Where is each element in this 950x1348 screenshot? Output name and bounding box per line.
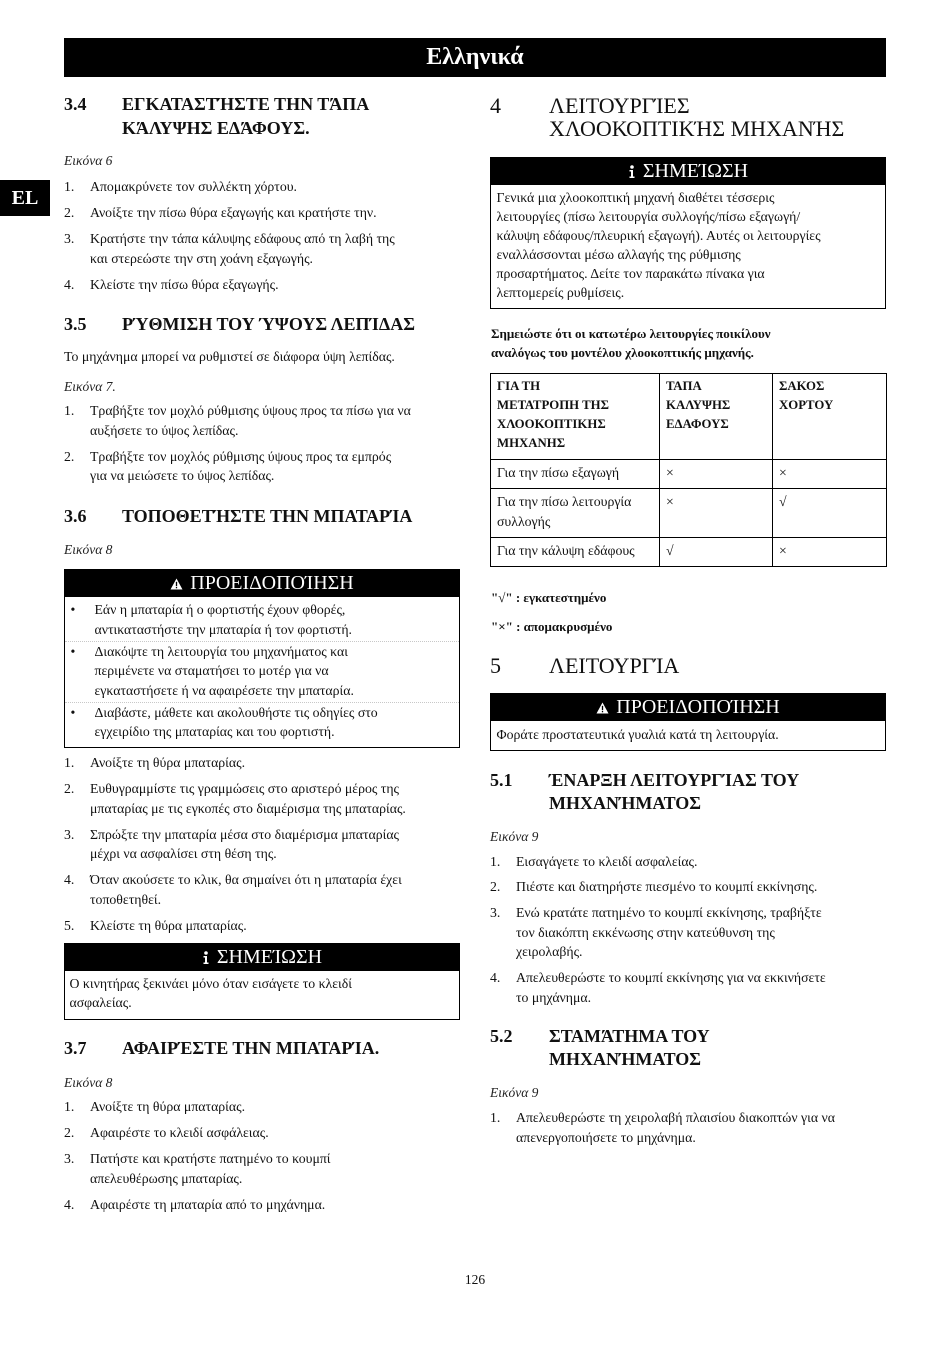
step-item	[64, 916, 460, 936]
language-header-bar	[64, 38, 886, 77]
section-heading: ΣΤΑΜΆΤΗΜΑ ΤΟΥ ΜΗΧΑΝΉΜΑΤΟΣ	[549, 1025, 710, 1069]
note-label: ΣΗΜΕΊΩΣΗ	[216, 946, 323, 968]
table-cell: ×	[660, 460, 773, 489]
warning-box	[64, 569, 460, 748]
step-number: 1.	[490, 1110, 501, 1126]
step-number: 2.	[64, 781, 75, 797]
step-number: 1.	[64, 179, 75, 195]
figure-reference: Εικόνα 9	[490, 828, 539, 844]
step-number: 4.	[64, 1196, 75, 1212]
step-text: Ενώ κρατάτε πατημένο το κουμπί εκκίνησης, τραβήξτε τον διακόπτη εκκένωσης στην κατεύθυνση της χειρολαβής.	[516, 905, 822, 960]
note-header	[491, 158, 885, 185]
page-number: 126	[464, 1272, 486, 1287]
step-number: 4.	[64, 872, 75, 888]
step-item	[64, 229, 460, 268]
step-item	[490, 968, 886, 1007]
step-number: 1.	[64, 755, 75, 771]
figure-reference: Εικόνα 8	[64, 541, 113, 557]
warning-triangle-icon	[170, 578, 183, 590]
step-item	[490, 877, 886, 897]
table-cell: Για την πίσω λειτουργία συλλογής	[491, 489, 660, 538]
warning-bullet: • Διακόψτε τη λειτουργία του μηχανήματος και περιμένετε να σταματήσει το μοτέρ για να εγκαταστήσετε ή να αφαιρέσετε την μπαταρία.	[65, 642, 459, 703]
note-label: ΣΗΜΕΊΩΣΗ	[642, 160, 749, 182]
step-list	[64, 401, 460, 492]
step-text: Όταν ακούσετε το κλικ, θα σημαίνει ότι η μπαταρία έχει τοποθετηθεί.	[90, 872, 402, 907]
step-text: Πατήστε και κρατήστε πατημένο το κουμπί απελευθέρωσης μπαταρίας.	[90, 1151, 331, 1186]
step-number: 2.	[64, 205, 75, 221]
section-heading: ΤΟΠΟΘΕΤΉΣΤΕ ΤΗΝ ΜΠΑΤΑΡΊΑ	[122, 505, 413, 526]
step-text: Πιέστε και διατηρήστε πιεσμένο το κουμπί εκκίνησης.	[516, 879, 818, 895]
step-list	[490, 1108, 886, 1154]
section-heading: ΈΝΑΡΞΗ ΛΕΙΤΟΥΡΓΊΑΣ ΤΟΥ ΜΗΧΑΝΉΜΑΤΟΣ	[549, 769, 800, 813]
section-number: 5.2	[490, 1025, 513, 1046]
mode-conversion-table	[490, 373, 887, 567]
section-heading: ΑΦΑΙΡΈΣΤΕ ΤΗΝ ΜΠΑΤΑΡΊΑ.	[122, 1037, 380, 1058]
step-item	[64, 1195, 460, 1215]
step-item	[64, 1097, 460, 1117]
info-icon	[628, 165, 636, 179]
table-row	[491, 489, 887, 538]
step-item	[64, 753, 460, 773]
step-item	[64, 177, 460, 197]
warning-label: ΠΡΟΕΙΔΟΠΟΊΗΣΗ	[616, 696, 780, 718]
side-tab-label: EL	[11, 187, 39, 209]
warning-triangle-icon	[596, 702, 609, 714]
step-text: Κλείστε την πίσω θύρα εξαγωγής.	[90, 276, 279, 292]
step-number: 4.	[490, 970, 501, 986]
table-row	[491, 538, 887, 567]
warning-bullet: • Διαβάστε, μάθετε και ακολουθήστε τις οδηγίες στο εγχειρίδιο της μπαταρίας και του φορτιστή.	[65, 703, 459, 744]
table-cell: Για την πίσω εξαγωγή	[491, 460, 660, 489]
step-list	[64, 753, 460, 942]
warning-label: ΠΡΟΕΙΔΟΠΟΊΗΣΗ	[190, 572, 354, 594]
step-item	[64, 870, 460, 909]
chapter-heading: ΛΕΙΤΟΥΡΓΊΕΣ ΧΛΟΟΚΟΠΤΙΚΉΣ ΜΗΧΑΝΉΣ	[549, 92, 845, 141]
step-list	[490, 852, 886, 1014]
step-number: 3.	[64, 1151, 75, 1167]
step-item	[64, 779, 460, 818]
step-text: Εισαγάγετε το κλειδί ασφαλείας.	[516, 854, 698, 870]
step-text: Ανοίξτε τη θύρα μπαταρίας.	[90, 1099, 246, 1115]
table-cell: √	[773, 489, 887, 538]
step-item	[490, 903, 886, 962]
step-item	[64, 447, 460, 486]
section-number: 3.4	[64, 94, 87, 114]
figure-reference: Εικόνα 8	[64, 1074, 113, 1090]
step-text: Τραβήξτε τον μοχλό ρύθμισης ύψους προς τα πίσω για να αυξήσετε το ύψος λεπίδας.	[90, 403, 411, 438]
column-header: ΤΑΠΑ ΚΑΛΥΨΗΣ ΕΔΑΦΟΥΣ	[660, 374, 773, 460]
step-list	[64, 1097, 460, 1221]
step-item	[64, 1149, 460, 1188]
figure-reference: Εικόνα 6	[64, 152, 113, 168]
note-text: Ο κινητήρας ξεκινάει μόνο όταν εισάγετε το κλειδί ασφαλείας.	[69, 975, 352, 1011]
warning-header	[491, 694, 885, 721]
info-icon	[202, 951, 210, 965]
step-text: Ανοίξτε τη θύρα μπαταρίας.	[90, 755, 246, 771]
language-side-tab	[0, 180, 50, 216]
step-text: Απελευθερώστε το κουμπί εκκίνησης για να εκκινήσετε το μηχάνημα.	[516, 970, 826, 1005]
step-number: 1.	[64, 1099, 75, 1115]
step-text: Απελευθερώστε τη χειρολαβή πλαισίου διακοπτών για να απενεργοποιήσετε το μηχάνημα.	[516, 1110, 835, 1145]
chapter-number: 5	[490, 652, 501, 678]
note-box	[64, 943, 460, 1020]
step-text: Τραβήξτε τον μοχλός ρύθμισης ύψους προς τα εμπρός για να μειώσετε το ύψος λεπίδας.	[90, 448, 392, 484]
language-title: Ελληνικά	[426, 44, 524, 70]
table-cell: Για την κάλυψη εδάφους	[491, 538, 660, 567]
step-number: 3.	[64, 826, 75, 842]
warning-header	[65, 570, 459, 597]
note-box	[490, 157, 886, 309]
note-header	[65, 944, 459, 971]
step-item	[64, 401, 460, 440]
step-number: 2.	[64, 1125, 75, 1141]
step-text: Ανοίξτε την πίσω θύρα εξαγωγής και κρατήστε την.	[90, 205, 377, 221]
step-number: 2.	[490, 879, 501, 895]
step-item	[64, 275, 460, 295]
section-number: 3.6	[64, 505, 87, 526]
table-header-row	[491, 374, 887, 460]
section-heading: ΕΓΚΑΤΑΣΤΉΣΤΕ ΤΗΝ ΤΆΠΑ ΚΆΛΥΨΗΣ ΕΔΆΦΟΥΣ.	[122, 94, 370, 138]
model-remark: Σημειώστε ότι οι κατωτέρω λειτουργίες ποικίλουν αναλόγως του μοντέλου χλοοκοπτικής μηχανής.	[491, 325, 771, 360]
legend-installed: "√" : εγκατεστημένο	[491, 589, 607, 605]
table-cell: ×	[773, 538, 887, 567]
step-number: 1.	[490, 854, 501, 870]
column-header: ΣΑΚΟΣ ΧΟΡΤΟΥ	[773, 374, 887, 460]
step-text: Αφαιρέστε τη μπαταρία από το μηχάνημα.	[90, 1196, 326, 1212]
warning-box	[490, 693, 886, 751]
warning-text: Φοράτε προστατευτικά γυαλιά κατά τη λειτουργία.	[496, 727, 779, 742]
table-row	[491, 460, 887, 489]
step-item	[64, 1123, 460, 1143]
step-number: 5.	[64, 917, 75, 933]
section-number: 3.7	[64, 1037, 87, 1058]
step-number: 1.	[64, 403, 75, 419]
step-item	[64, 203, 460, 223]
table-cell: √	[660, 538, 773, 567]
section-heading: ΡΎΘΜΙΣΗ ΤΟΥ ΎΨΟΥΣ ΛΕΠΊΔΑΣ	[122, 313, 415, 334]
chapter-number: 4	[490, 92, 501, 118]
step-number: 4.	[64, 276, 75, 292]
step-text: Κλείστε τη θύρα μπαταρίας.	[90, 917, 247, 933]
step-list	[64, 177, 460, 301]
section-number: 3.5	[64, 313, 87, 334]
step-item	[490, 852, 886, 872]
step-text: Απομακρύνετε τον συλλέκτη χόρτου.	[90, 179, 298, 195]
table-cell: ×	[773, 460, 887, 489]
column-header: ΓΙΑ ΤΗ ΜΕΤΑΤΡΟΠΗ ΤΗΣ ΧΛΟΟΚΟΠΤΙΚΗΣ ΜΗΧΑΝΗΣ	[491, 374, 660, 460]
chapter-heading: ΛΕΙΤΟΥΡΓΊΑ	[549, 652, 680, 678]
step-text: Σπρώξτε την μπαταρία μέσα στο διαμέρισμα μπαταρίας μέχρι να ασφαλίσει στη θέση της.	[90, 826, 400, 862]
step-number: 3.	[490, 905, 501, 921]
note-text: Γενικά μια χλοοκοπτική μηχανή διαθέτει τέσσερις λειτουργίες (πίσω λειτουργία συλλογής/πίσω εξαγωγή/ κάλυψη εδάφους/πλευρική εξαγωγή). Αυτές οι λειτουργίες εναλλάσσονται μέσω αλλαγής της ρύθμισης προσαρτήματος. Δείτε τον παρακάτω πίνακα για λεπτομερείς ρυθμίσεις.	[496, 190, 821, 300]
step-item	[64, 825, 460, 864]
warning-bullet: • Εάν η μπαταρία ή ο φορτιστής έχουν φθορές, αντικαταστήστε την μπαταρία ή τον φορτιστή.	[65, 600, 459, 642]
figure-reference: Εικόνα 9	[490, 1084, 539, 1100]
step-number: 2.	[64, 448, 75, 464]
section-intro: Το μηχάνημα μπορεί να ρυθμιστεί σε διάφορα ύψη λεπίδας.	[64, 349, 395, 365]
warning-bullet-list	[65, 597, 459, 743]
step-text: Αφαιρέστε το κλειδί ασφάλειας.	[90, 1125, 269, 1141]
step-item	[490, 1108, 886, 1147]
section-number: 5.1	[490, 769, 513, 790]
table-cell: ×	[660, 489, 773, 538]
figure-reference: Εικόνα 7.	[64, 378, 116, 394]
step-number: 3.	[64, 231, 75, 247]
step-text: Κρατήστε την τάπα κάλυψης εδάφους από τη λαβή της και στερεώστε την στη χοάνη εξαγωγής.	[90, 231, 395, 266]
step-text: Ευθυγραμμίστε τις γραμμώσεις στο αριστερό μέρος της μπαταρίας με τις εγκοπές στο διαμέρισμα της μπαταρίας.	[90, 781, 406, 816]
legend-removed: "×" : απομακρυσμένο	[491, 618, 613, 634]
